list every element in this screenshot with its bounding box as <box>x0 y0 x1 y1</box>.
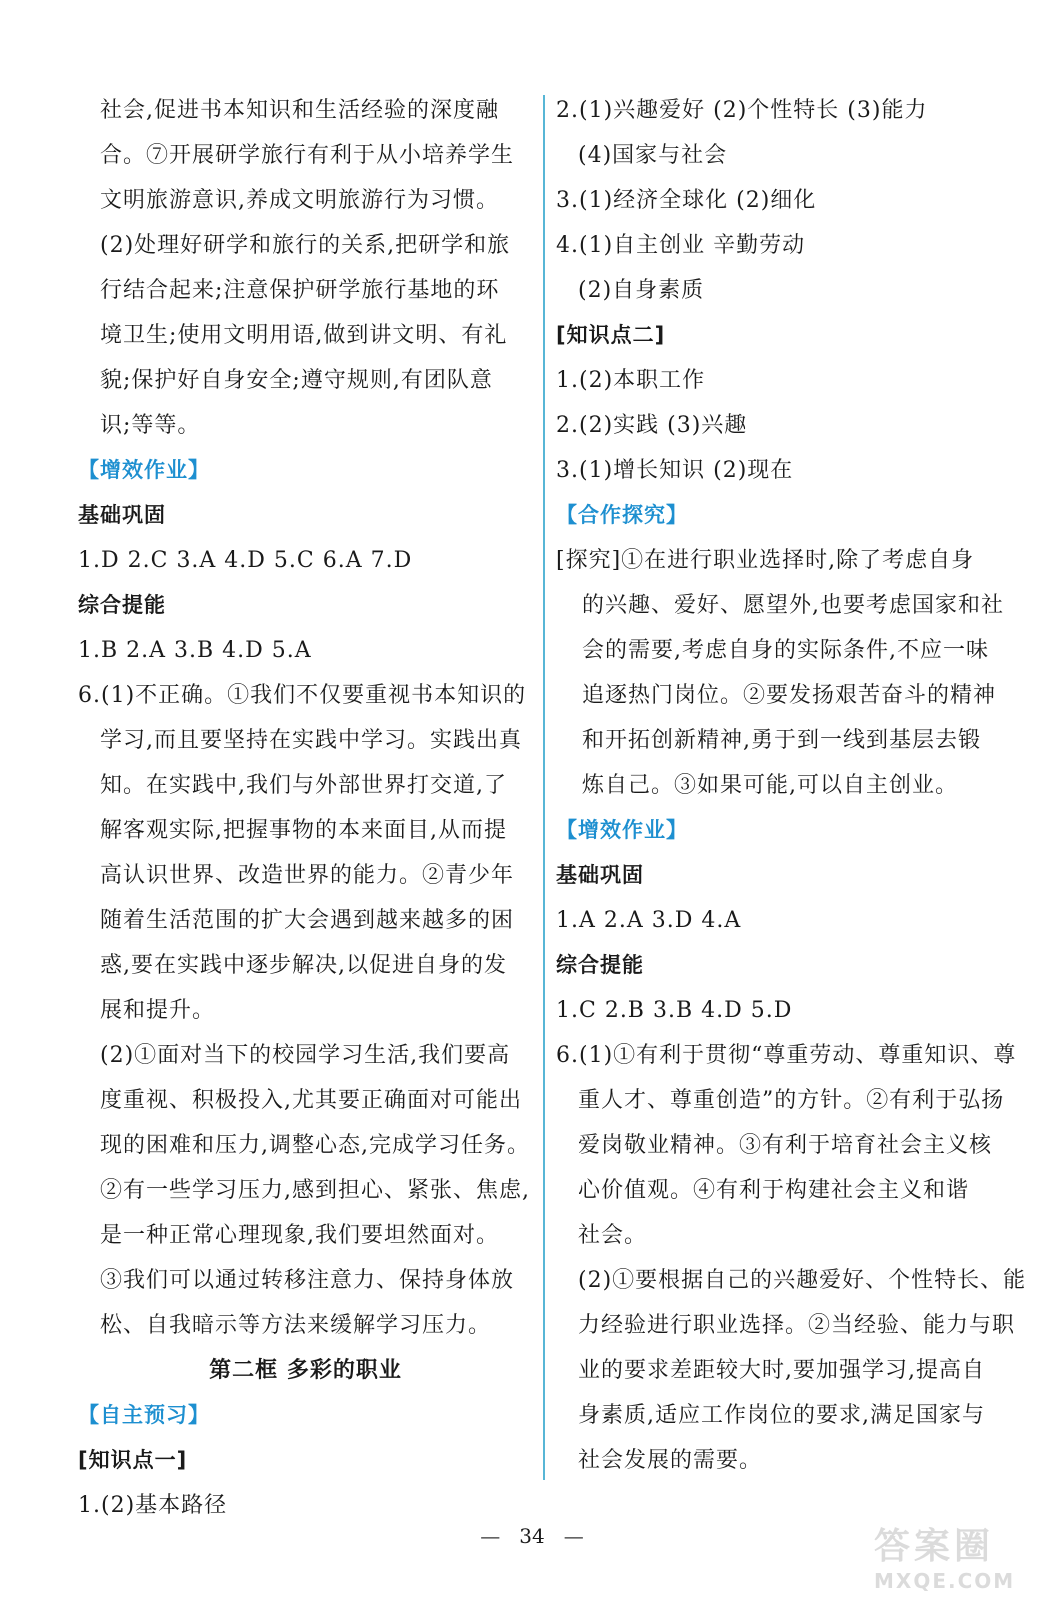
answer-row: (4)国家与社会 <box>578 143 728 168</box>
section-tag-hezuo: 【合作探究】 <box>556 503 688 527</box>
text-line: 行结合起来;注意保护研学旅行基地的环 <box>100 278 500 303</box>
text-line: 重人才、尊重创造”的方针。②有利于弘扬 <box>578 1088 1005 1113</box>
footer-dash-left: — <box>480 1524 501 1548</box>
text-line: 文明旅游意识,养成文明旅游行为习惯。 <box>100 188 499 213</box>
answer-row: 4.(1)自主创业 辛勤劳动 <box>556 233 806 258</box>
knowledge-point-2: [知识点二] <box>556 323 666 347</box>
question-6-line: 6.(1)不正确。①我们不仅要重视书本知识的 <box>78 683 527 708</box>
text-line: 境卫生;使用文明用语,做到讲文明、有礼 <box>100 323 508 348</box>
right-column <box>556 88 1027 1483</box>
left-column <box>78 88 533 1528</box>
text-line: 社会,促进书本知识和生活经验的深度融 <box>100 98 499 123</box>
footer-dash-right: — <box>563 1524 584 1548</box>
text-line: 的兴趣、爱好、愿望外,也要考虑国家和社 <box>582 593 1004 618</box>
text-line: 是一种正常心理现象,我们要坦然面对。 <box>100 1223 499 1248</box>
section-tag-zengxiao: 【增效作业】 <box>78 458 210 482</box>
text-line: 学习,而且要坚持在实践中学习。实践出真 <box>100 728 522 753</box>
text-line: 社会发展的需要。 <box>578 1448 763 1473</box>
answer-row: 1.A 2.A 3.D 4.A <box>556 908 742 933</box>
text-line: (2)①要根据自己的兴趣爱好、个性特长、能 <box>578 1268 1027 1293</box>
text-line: 现的困难和压力,调整心态,完成学习任务。 <box>100 1133 530 1158</box>
subheading-zonghe: 综合提能 <box>78 593 166 617</box>
answer-row: 3.(1)增长知识 (2)现在 <box>556 458 794 483</box>
text-line: 惑,要在实践中逐步解决,以促进自身的发 <box>100 953 507 978</box>
watermark-logo <box>874 1518 1034 1593</box>
answer-row: 1.C 2.B 3.B 4.D 5.D <box>556 998 793 1023</box>
text-line: 炼自己。③如果可能,可以自主创业。 <box>582 773 958 798</box>
answer-row: 2.(2)实践 (3)兴趣 <box>556 413 748 438</box>
text-line: 力经验进行职业选择。②当经验、能力与职 <box>578 1313 1016 1338</box>
text-line: 追逐热门岗位。②要发扬艰苦奋斗的精神 <box>582 683 997 708</box>
answer-row: 3.(1)经济全球化 (2)细化 <box>556 188 817 213</box>
text-line: 合。⑦开展研学旅行有利于从小培养学生 <box>100 143 515 168</box>
answer-row: (2)自身素质 <box>578 278 705 303</box>
subheading-jichu-2: 基础巩固 <box>556 863 644 887</box>
text-line: 展和提升。 <box>100 998 216 1023</box>
explore-line: [探究]①在进行职业选择时,除了考虑自身 <box>556 548 975 573</box>
column-divider <box>543 95 545 1480</box>
text-line: 爱岗敬业精神。③有利于培育社会主义核 <box>578 1133 993 1158</box>
answer-row: 1.(2)本职工作 <box>556 368 706 393</box>
answer-row: 2.(1)兴趣爱好 (2)个性特长 (3)能力 <box>556 98 928 123</box>
answer-row: 1.B 2.A 3.B 4.D 5.A <box>78 638 312 663</box>
section-title: 第二框 多彩的职业 <box>209 1358 402 1383</box>
page-number: 34 <box>519 1524 545 1548</box>
text-line: 松、自我暗示等方法来缓解学习压力。 <box>100 1313 492 1338</box>
text-line: 心价值观。④有利于构建社会主义和谐 <box>578 1178 970 1203</box>
section-tag-zengxiao-2: 【增效作业】 <box>556 818 688 842</box>
subheading-jichu: 基础巩固 <box>78 503 166 527</box>
text-line: 度重视、积极投入,尤其要正确面对可能出 <box>100 1088 522 1113</box>
text-line: 会的需要,考虑自身的实际条件,不应一味 <box>582 638 989 663</box>
text-line: ③我们可以通过转移注意力、保持身体放 <box>100 1268 515 1293</box>
text-line: 社会。 <box>578 1223 648 1248</box>
text-line: 高认识世界、改造世界的能力。②青少年 <box>100 863 515 888</box>
section-tag-zizhu: 【自主预习】 <box>78 1403 210 1427</box>
text-line: 知。在实践中,我们与外部世界打交道,了 <box>100 773 507 798</box>
text-line: ②有一些学习压力,感到担心、紧张、焦虑, <box>100 1178 530 1203</box>
text-line: 识;等等。 <box>100 413 201 438</box>
answer-row: 1.D 2.C 3.A 4.D 5.C 6.A 7.D <box>78 548 413 573</box>
text-line: 解客观实际,把握事物的本来面目,从而提 <box>100 818 507 843</box>
text-line: 和开拓创新精神,勇于到一线到基层去锻 <box>582 728 981 753</box>
watermark-top: 答案圈 <box>874 1526 995 1567</box>
text-line: 业的要求差距较大时,要加强学习,提高自 <box>578 1358 985 1383</box>
subheading-zonghe-2: 综合提能 <box>556 953 644 977</box>
text-line: (2)处理好研学和旅行的关系,把研学和旅 <box>100 233 511 258</box>
answer-row: 1.(2)基本路径 <box>78 1493 228 1518</box>
question-6-line: 6.(1)①有利于贯彻“尊重劳动、尊重知识、尊 <box>556 1043 1017 1068</box>
text-line: 貌;保护好自身安全;遵守规则,有团队意 <box>100 368 493 393</box>
watermark-bottom: MXQE.COM <box>874 1569 1016 1593</box>
text-line: 身素质,适应工作岗位的要求,满足国家与 <box>578 1403 985 1428</box>
text-line: (2)①面对当下的校园学习生活,我们要高 <box>100 1043 511 1068</box>
text-line: 随着生活范围的扩大会遇到越来越多的困 <box>100 908 515 933</box>
knowledge-point-1: [知识点一] <box>78 1448 188 1472</box>
